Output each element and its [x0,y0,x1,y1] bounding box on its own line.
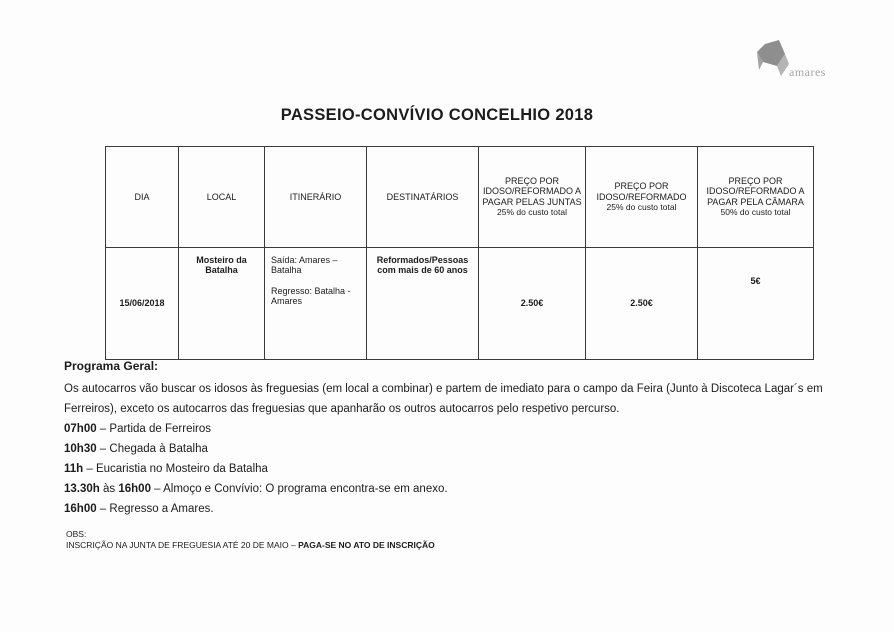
cell-preco-camara: 5€ [698,248,814,360]
programa-geral [64,359,844,519]
itinerario-regresso: Regresso: Batalha - Amares [271,285,351,307]
obs-text: INSCRIÇÃO NA JUNTA DE FREGUESIA ATÉ 20 DE MAIO – PAGA-SE NO ATO DE INSCRIÇÃO [66,540,435,550]
header-preco-idoso: PREÇO POR IDOSO/REFORMADO 25% do custo total [586,147,698,248]
schedule-item: 11h – Eucaristia no Mosteiro da Batalha [64,463,268,475]
header-destinatarios: DESTINATÁRIOS [367,147,479,248]
logo-mark-icon [755,40,793,80]
page-title: PASSEIO-CONVÍVIO CONCELHIO 2018 [280,106,594,124]
schedule-item: 16h00 – Regresso a Amares. [64,503,214,515]
amares-logo [755,38,855,82]
header-preco-idoso-note: 25% do custo total [606,201,677,212]
header-local: LOCAL [179,147,265,248]
header-preco-camara-note: 50% do custo total [720,207,791,218]
header-preco-juntas: PREÇO POR IDOSO/REFORMADO A PAGAR PELAS JUNTAS 25% do custo total [479,147,586,248]
table-row [106,248,814,360]
header-preco-camara: PREÇO POR IDOSO/REFORMADO A PAGAR PELA CÂMARA 50% do custo total [698,147,814,248]
header-dia: DIA [106,147,179,248]
schedule-item: 13.30h às 16h00 – Almoço e Convívio: O programa encontra-se em anexo. [64,483,448,495]
cell-local: Mosteiro da Batalha [179,248,265,360]
header-itinerario: ITINERÁRIO [265,147,367,248]
logo-text: amares [789,65,826,79]
obs-label: OBS: [66,529,87,539]
programa-title: Programa Geral: [64,359,159,373]
itinerario-saida: Saída: Amares – Batalha [271,255,338,276]
cell-destinatarios: Reformados/Pessoas com mais de 60 anos [367,248,479,360]
cell-preco-juntas: 2.50€ [479,248,586,360]
cell-itinerario [265,248,367,360]
obs-note [66,529,846,551]
schedule-item: 07h00 – Partida de Ferreiros [64,423,212,435]
table-header-row [106,147,814,248]
cell-preco-idoso: 2.50€ [586,248,698,360]
schedule-item: 10h30 – Chegada à Batalha [64,443,208,455]
cell-dia: 15/06/2018 [106,248,179,360]
header-preco-juntas-note: 25% do custo total [497,207,567,218]
programa-intro: Os autocarros vão buscar os idosos às freguesias (em local a combinar) e partem de imediato para o campo da Feira (Junto à Discoteca Lagar´s em Ferreiros), exceto os autocarros das freguesias que apanharão os outros autocarros pelo respetivo percurso. [64,383,823,415]
schedule-table [105,146,814,360]
